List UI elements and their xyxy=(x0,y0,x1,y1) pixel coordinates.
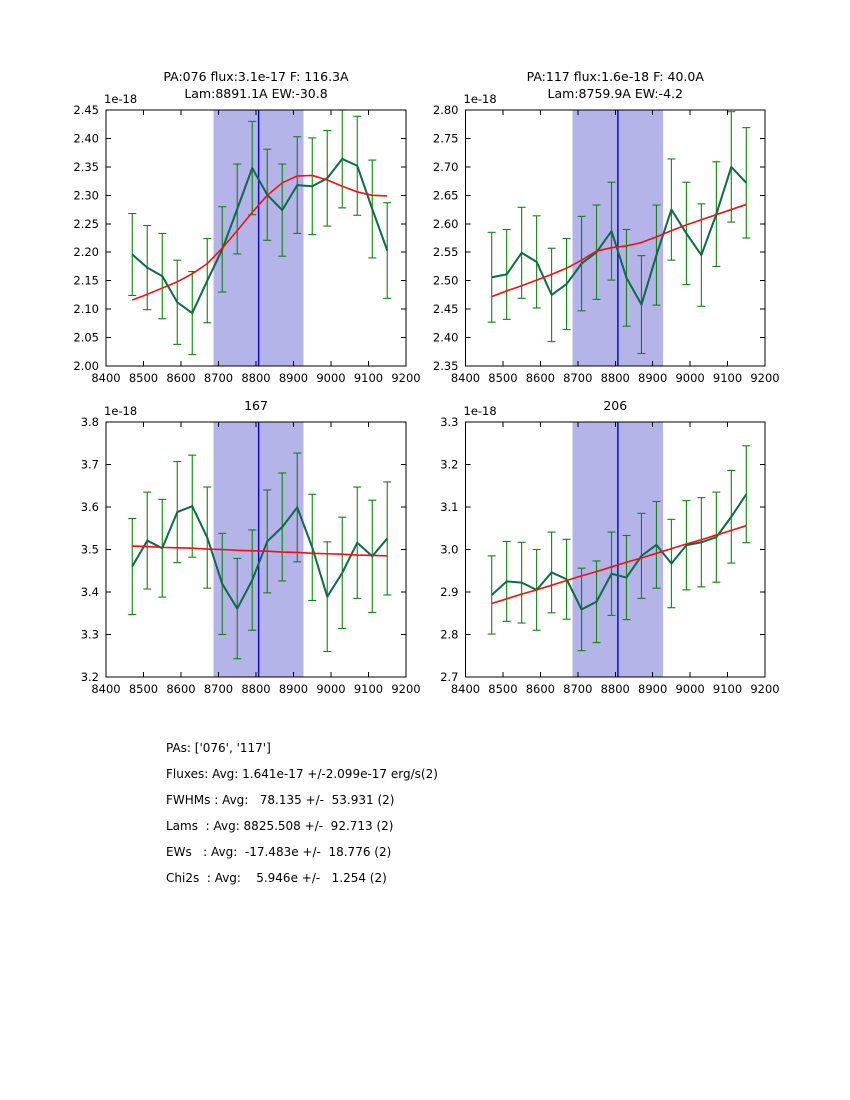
y-tick-label: 2.70 xyxy=(432,159,459,174)
x-tick-label: 8800 xyxy=(241,682,271,696)
x-tick-label: 8700 xyxy=(203,371,234,385)
summary-line-chi2s: Chi2s : Avg: 5.946e +/- 1.254 (2) xyxy=(166,871,387,885)
y-tick-label: 2.8 xyxy=(440,627,459,642)
y-tick-label: 2.10 xyxy=(73,302,99,317)
x-tick-label: 9100 xyxy=(353,682,384,696)
x-tick-label: 8600 xyxy=(166,682,196,696)
x-tick-label: 9000 xyxy=(316,682,346,696)
x-tick-label: 8500 xyxy=(488,682,518,696)
summary-line-ews: EWs : Avg: -17.483e +/- 18.776 (2) xyxy=(166,845,392,859)
x-tick-label: 9200 xyxy=(391,682,421,696)
x-tick-label: 8900 xyxy=(638,682,668,696)
x-tick-label: 9000 xyxy=(316,371,346,385)
x-tick-label: 8800 xyxy=(600,371,630,385)
y-tick-label: 2.40 xyxy=(73,131,99,146)
y-tick-label: 3.3 xyxy=(80,627,99,642)
x-tick-label: 8600 xyxy=(525,371,556,385)
x-tick-label: 9200 xyxy=(750,371,780,385)
y-tick-label: 2.50 xyxy=(432,273,459,288)
y-tick-label: 3.5 xyxy=(80,542,99,557)
axis-offset-label: 1e-18 xyxy=(463,92,497,106)
chart-167 xyxy=(81,398,421,696)
y-tick-label: 2.60 xyxy=(432,216,459,231)
x-tick-label: 8700 xyxy=(203,682,234,696)
y-tick-label: 2.80 xyxy=(432,103,459,117)
y-tick-label: 2.20 xyxy=(73,245,99,260)
summary-line-lams: Lams : Avg: 8825.508 +/- 92.713 (2) xyxy=(166,819,394,833)
y-tick-label: 3.4 xyxy=(80,585,99,599)
y-tick-label: 2.30 xyxy=(73,188,99,203)
y-tick-label: 2.9 xyxy=(440,585,459,599)
y-tick-label: 2.15 xyxy=(73,273,99,288)
chart-pa-117 xyxy=(433,69,780,385)
x-tick-label: 9200 xyxy=(391,371,421,385)
x-tick-label: 9100 xyxy=(712,371,743,385)
x-tick-label: 9000 xyxy=(675,371,705,385)
y-tick-label: 2.35 xyxy=(432,359,459,373)
x-tick-label: 8400 xyxy=(91,682,121,696)
y-tick-label: 2.55 xyxy=(432,245,459,260)
x-tick-label: 9000 xyxy=(675,682,705,696)
x-tick-label: 8700 xyxy=(563,371,593,385)
summary-block xyxy=(166,735,438,891)
x-tick-label: 8500 xyxy=(128,371,159,385)
x-tick-label: 8500 xyxy=(128,682,159,696)
x-tick-label: 8400 xyxy=(91,371,121,385)
y-tick-label: 2.7 xyxy=(440,670,459,684)
y-tick-label: 3.1 xyxy=(440,500,459,514)
chart-title: PA:076 flux:3.1e-17 F: 116.3A xyxy=(163,69,349,84)
y-tick-label: 3.7 xyxy=(80,457,99,472)
x-tick-label: 8600 xyxy=(166,371,196,385)
x-tick-label: 8800 xyxy=(600,682,630,696)
y-tick-label: 2.25 xyxy=(73,216,99,231)
x-tick-label: 8400 xyxy=(450,682,481,696)
y-tick-label: 3.2 xyxy=(80,670,99,684)
y-tick-label: 2.75 xyxy=(432,131,459,146)
x-tick-label: 8500 xyxy=(488,371,518,385)
chart-title: 167 xyxy=(244,398,268,413)
y-tick-label: 2.65 xyxy=(432,188,459,203)
axis-offset-label: 1e-18 xyxy=(463,404,497,418)
y-tick-label: 3.3 xyxy=(440,415,459,429)
x-tick-label: 8700 xyxy=(563,682,593,696)
y-tick-label: 2.45 xyxy=(432,302,459,317)
y-tick-label: 3.6 xyxy=(80,500,99,514)
chart-title: 206 xyxy=(603,398,628,413)
y-tick-label: 2.40 xyxy=(432,330,459,345)
x-tick-label: 9100 xyxy=(712,682,743,696)
x-tick-label: 9100 xyxy=(353,371,384,385)
chart-title: PA:117 flux:1.6e-18 F: 40.0A xyxy=(526,69,704,84)
x-tick-label: 9200 xyxy=(750,682,780,696)
x-tick-label: 8400 xyxy=(450,371,481,385)
axis-offset-label: 1e-18 xyxy=(104,92,138,106)
axis-offset-label: 1e-18 xyxy=(104,404,138,418)
x-tick-label: 8900 xyxy=(278,371,309,385)
x-tick-label: 8900 xyxy=(278,682,309,696)
chart-title: Lam:8891.1A EW:-30.8 xyxy=(184,86,328,101)
summary-line-pas: PAs: ['076', '117'] xyxy=(166,741,271,755)
y-tick-label: 3.0 xyxy=(440,542,459,557)
chart-title: Lam:8759.9A EW:-4.2 xyxy=(547,86,683,101)
y-tick-label: 2.05 xyxy=(73,330,99,345)
y-tick-label: 3.2 xyxy=(440,457,459,472)
y-tick-label: 2.35 xyxy=(73,159,99,174)
chart-206 xyxy=(440,398,779,696)
summary-line-fwhms: FWHMs : Avg: 78.135 +/- 53.931 (2) xyxy=(166,793,395,807)
x-tick-label: 8800 xyxy=(241,371,271,385)
x-tick-label: 8900 xyxy=(638,371,668,385)
summary-line-fluxes: Fluxes: Avg: 1.641e-17 +/-2.099e-17 erg/s(2) xyxy=(166,767,438,781)
chart-pa-076 xyxy=(73,69,420,385)
y-tick-label: 2.45 xyxy=(73,103,99,117)
x-tick-label: 8600 xyxy=(525,682,556,696)
y-tick-label: 3.8 xyxy=(80,415,99,429)
y-tick-label: 2.00 xyxy=(73,359,99,373)
